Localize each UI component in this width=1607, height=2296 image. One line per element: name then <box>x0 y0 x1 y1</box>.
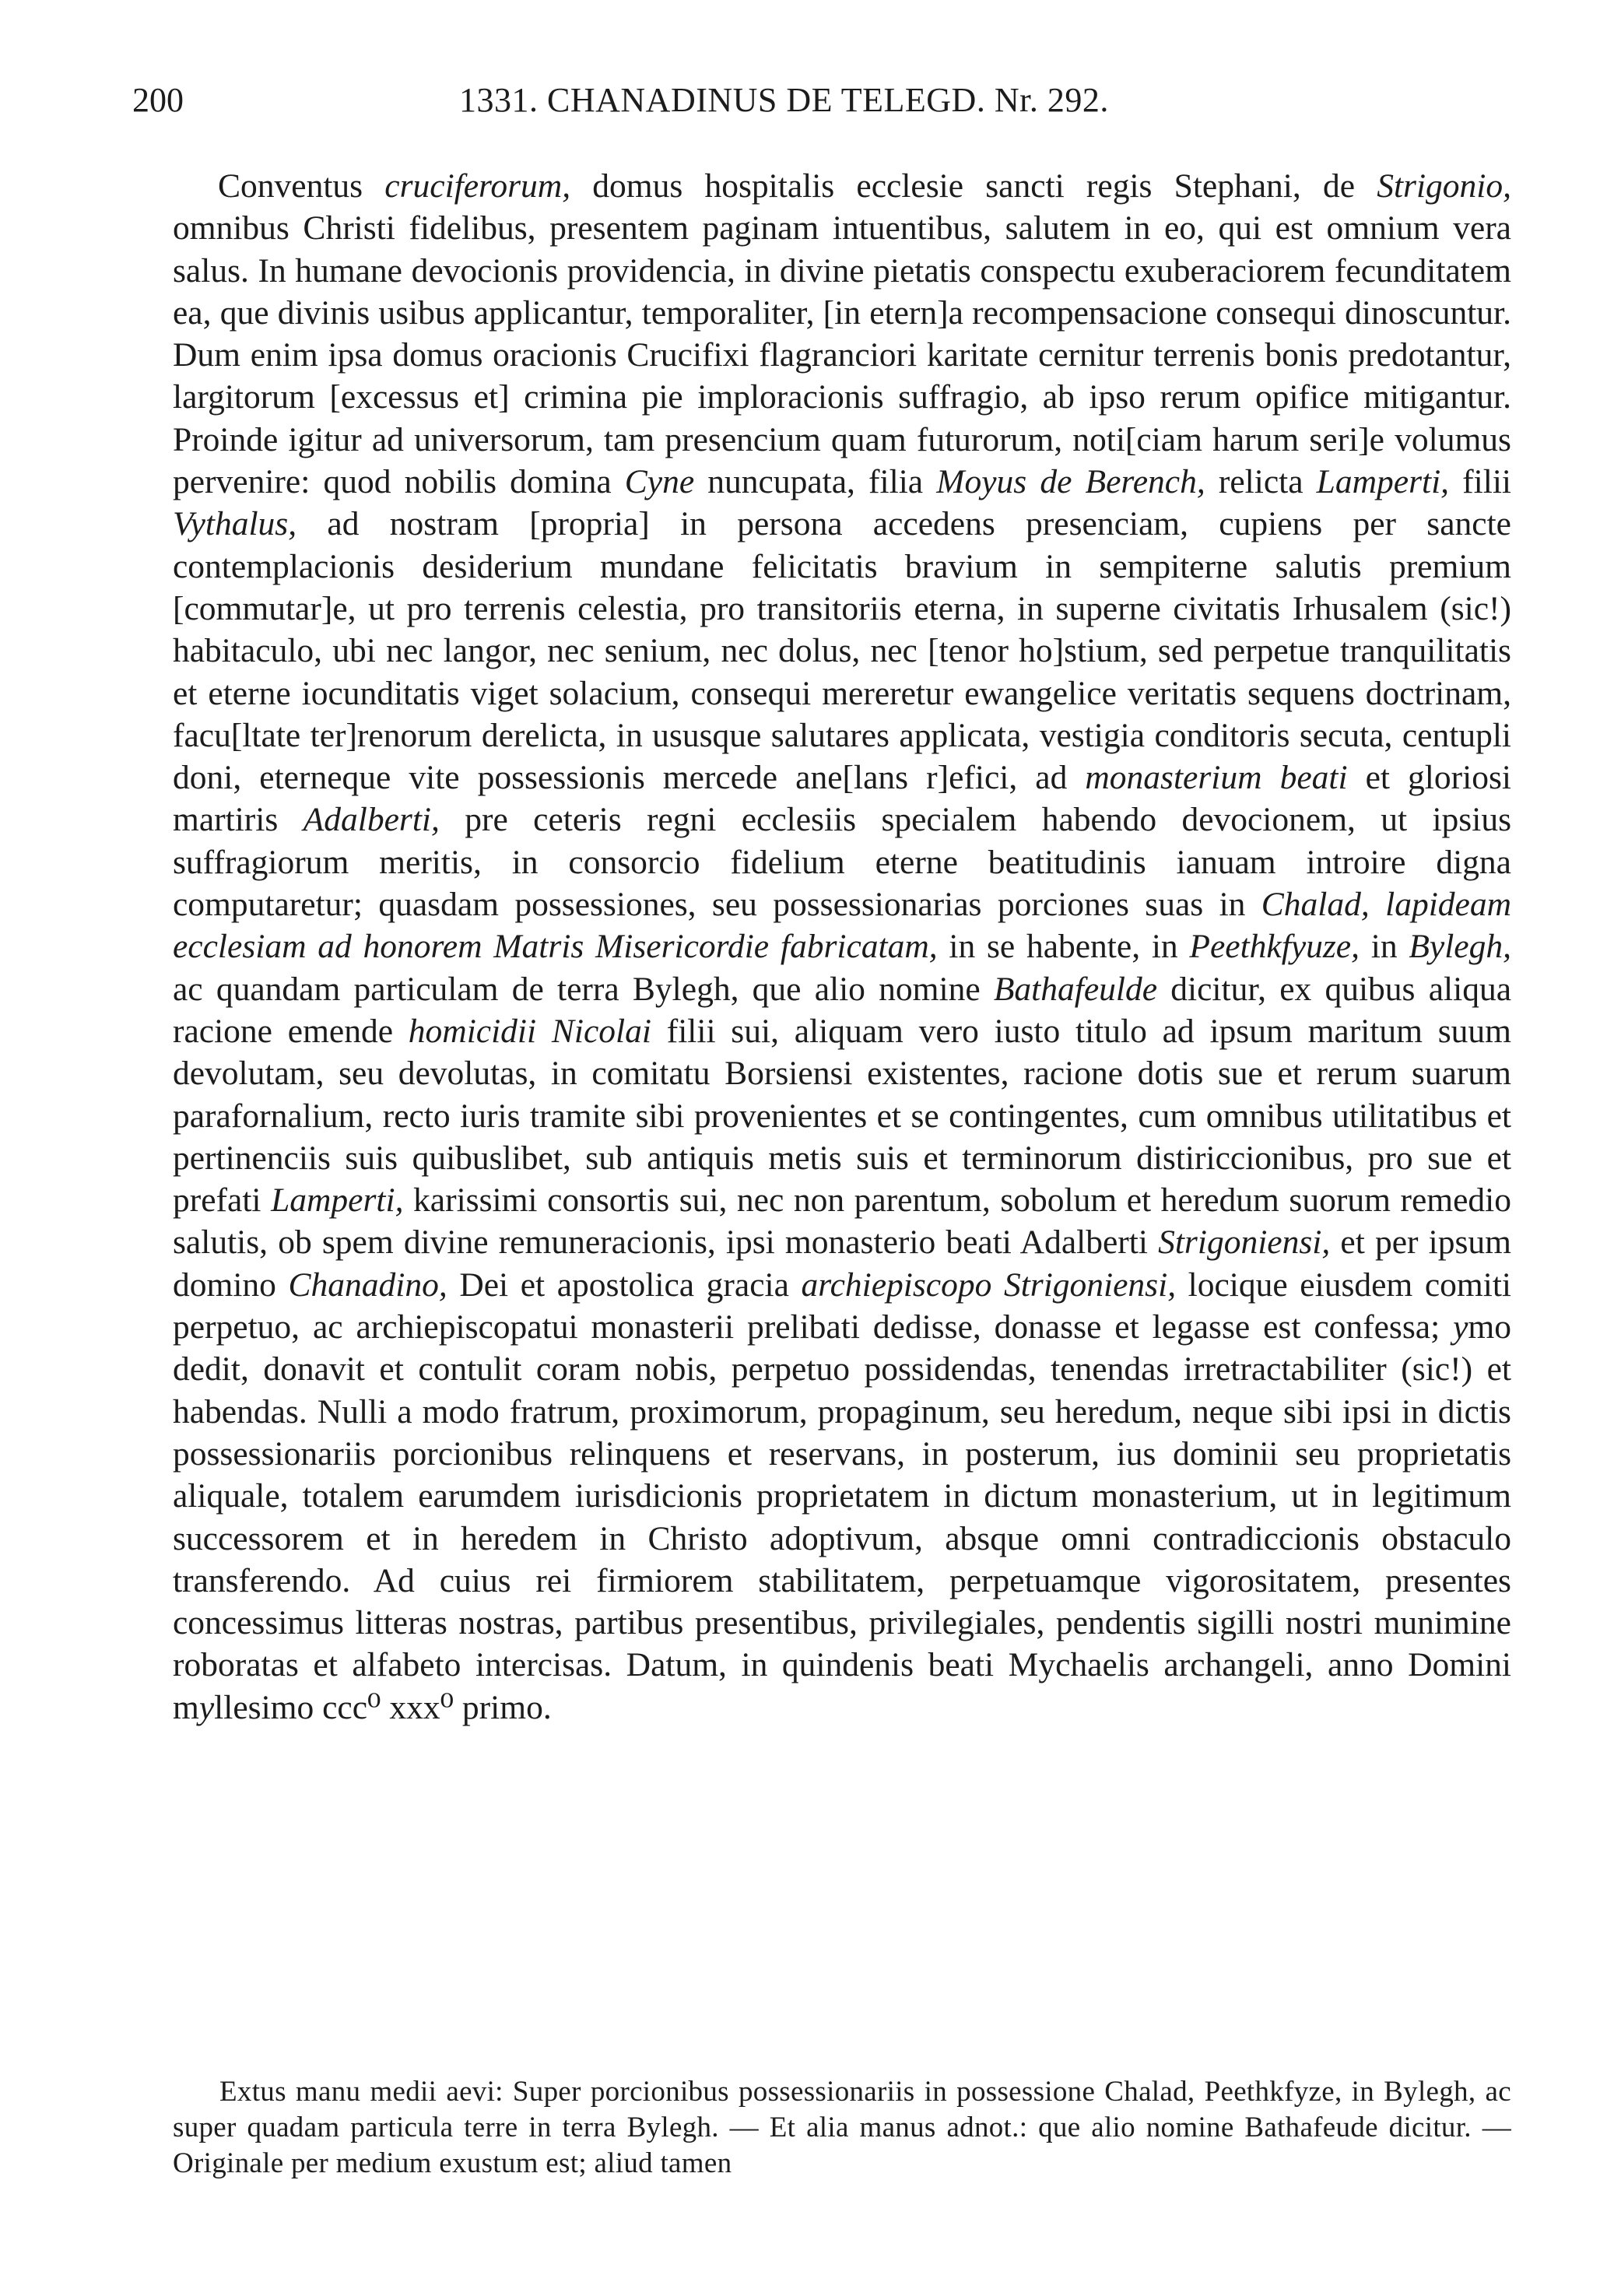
text-run: Conventus <box>218 167 385 205</box>
italic-text-run: Adalberti, <box>303 801 440 839</box>
italic-text-run: Chalad, lapideam ecclesiam ad honorem Matris Misericordie fabricatam, <box>173 886 1512 966</box>
italic-text-run: archiepiscopo Strigoniensi, <box>801 1266 1177 1304</box>
text-run: Dei et apostolica gracia <box>447 1266 802 1304</box>
text-run: karissimi consortis sui, nec non parentum, sobolum et heredum suorum remedio salutis, ob spem divine remuneracionis, ipsi monasterio beati Adalberti <box>173 1181 1512 1262</box>
text-run: et per ipsum domino <box>173 1223 1511 1304</box>
text-run: nuncupata, filia <box>694 463 937 501</box>
italic-text-run: Lamperti, <box>271 1181 404 1220</box>
italic-text-run: Strigonio, <box>1377 167 1511 205</box>
page-header <box>132 80 1510 127</box>
text-run: domus hospitalis ecclesie sancti regis Stephani, de <box>570 167 1377 205</box>
italic-text-run: Moyus de Berench, <box>936 463 1205 501</box>
italic-text-run: Bylegh, <box>1409 928 1511 966</box>
italic-text-run: Strigoniensi, <box>1158 1223 1331 1262</box>
italic-text-run: Peethkfyuze, <box>1189 928 1360 966</box>
page-number: 200 <box>132 81 184 119</box>
text-run: omnibus Christi fidelibus, presentem paginam intuentibus, salutem in eo, qui est omnium vera salus. In humane devocionis providencia, in divine pietatis conspectu exuberaciorem fecunditatem ea, que divinis usibus applicantur, temporaliter, [in etern]a recompensacione consequi dinoscuntur. Dum enim ipsa domus oracionis Crucifixi flagranciori karitate cernitur terrenis bonis predotantur, largitorum [excessus et] crimina pie imploracionis suffragio, ab ipso rerum opifice mitigantur. Proinde igitur ad universorum, tam presencium quam futurorum, noti[ciam harum seri]e volumus pervenire: quod nobilis domina <box>173 209 1511 501</box>
text-run: in se habente, in <box>937 928 1190 966</box>
text-run: ad nostram [propria] in persona accedens presenciam, cupiens per sancte contemplacionis desiderium mundane felicitatis bravium in sempiterne salutis premium [commutar]e, ut pro terrenis celestia, pro transitoriis eterna, in superne civitatis Irhusalem (sic!) habitaculo, ubi nec langor, nec senium, nec dolus, nec [tenor ho]stium, sed perpetue tranquilitatis et eterne iocunditatis viget solacium, consequi mereretur ewangelice veritatis sequens doctrinam, facu[ltate ter]renorum derelicta, in ususque salutares applicata, vestigia conditoris secuta, centupli doni, eterneque vite possessionis mercede ane[lans r]efici, ad <box>173 505 1511 797</box>
charter-paragraph <box>173 165 1511 1729</box>
text-run: dicitur, ex quibus aliqua racione emende <box>173 970 1511 1050</box>
italic-text-run: Bathafeulde <box>993 970 1158 1008</box>
text-run: relicta <box>1205 463 1317 501</box>
text-run: llesimo ccc⁰ xxx⁰ primo. <box>214 1688 552 1726</box>
italic-text-run: homicidii Nicolai <box>408 1012 651 1050</box>
text-run: filii <box>1449 463 1512 501</box>
italic-text-run: cruciferorum, <box>384 167 571 205</box>
italic-text-run: Lamperti, <box>1316 463 1450 501</box>
notes-paragraph: Extus manu medii aevi: Super porcionibus possessionariis in possessione Chalad, Peethkfyze, in Bylegh, ac super quadam particula terre in terra Bylegh. — Et alia manus adnot.: que alio nomine Bathafeude dicitur. — Originale per medium exustum est; aliud tamen <box>173 2076 1511 2179</box>
italic-text-run: Vythalus, <box>173 505 297 543</box>
text-run: locique eiusdem comiti perpetuo, ac archiepiscopatui monasterii prelibati dedisse, donasse et legasse est confessa; <box>173 1266 1512 1346</box>
text-run: in <box>1360 928 1409 966</box>
charter-text <box>173 165 1511 1729</box>
text-run: mo dedit, donavit et contulit coram nobis, perpetuo possidendas, tenendas irretractabiliter (sic!) et habendas. Nulli a modo fratrum, proximorum, propaginum, seu heredum, neque sibi ipsi in dictis possessionariis porcionibus relinquens et reservans, in posterum, ius dominii seu proprietatis aliquale, totalem earumdem iurisdicionis proprietatem in dictum monasterium, ut in legitimum successorem et in heredem in Christo adoptivum, absque omni contradiccionis obstaculo transferendo. Ad cuius rei firmiorem stabilitatem, perpetuamque vigorositatem, presentes concessimus litteras nostras, partibus presentibus, privilegiales, pendentis sigilli nostri munimine roboratas et alfabeto intercisas. Datum, in quindenis beati Mychaelis archangeli, anno Domini m <box>173 1308 1511 1726</box>
editorial-notes <box>173 2074 1511 2182</box>
italic-text-run: monasterium beati <box>1085 759 1348 797</box>
text-run: ac quandam particulam de terra Bylegh, que alio nomine <box>173 970 994 1008</box>
italic-text-run: Cyne <box>624 463 695 501</box>
running-head: 1331. CHANADINUS DE TELEGD. Nr. 292. <box>459 81 1109 119</box>
italic-text-run: Chanadino, <box>288 1266 447 1304</box>
text-run: filii sui, aliquam vero iusto titulo ad ipsum maritum suum devolutam, seu devolutas, in comitatu Borsiensi existentes, racione dotis sue et rerum suarum parafornalium, recto iuris tramite sibi provenientes et se contingentes, cum omnibus utilitatibus et pertinenciis suis quibuslibet, sub antiquis metis suis et terminorum distiriccionibus, pro sue et prefati <box>173 1012 1511 1220</box>
italic-text-run: y <box>198 1688 215 1726</box>
text-run: pre ceteris regni ecclesiis specialem habendo devocionem, ut ipsius suffragiorum meritis, in consorcio fidelium eterne beatitudinis ianuam introire digna computaretur; quasdam possessiones, seu possessionarias porciones suas in <box>173 801 1511 924</box>
italic-text-run: y <box>1453 1308 1468 1346</box>
text-run: et gloriosi martiris <box>173 759 1511 839</box>
